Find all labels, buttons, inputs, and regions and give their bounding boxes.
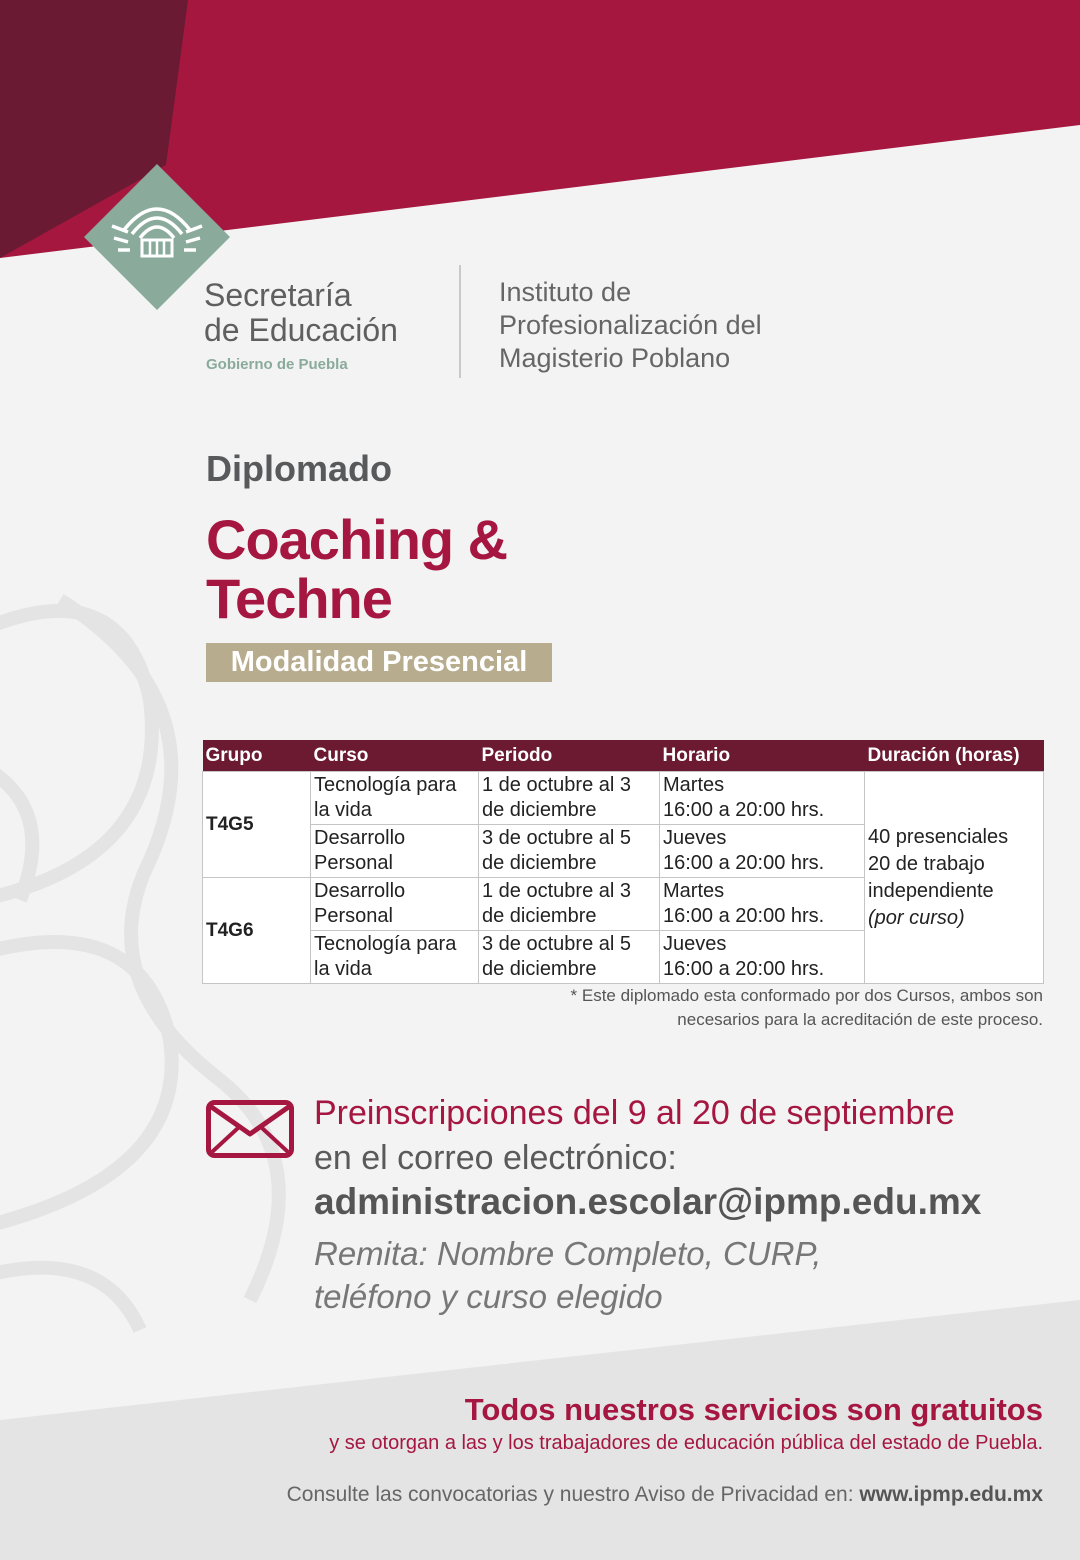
instructions-line1: Remita: Nombre Completo, CURP, (314, 1235, 822, 1272)
period-cell: 3 de octubre al 5 de diciembre (479, 931, 660, 984)
duration-line2: 20 de trabajo (868, 852, 985, 875)
duration-line4: (por curso) (868, 906, 965, 929)
period-cell: 3 de octubre al 5 de diciembre (479, 825, 660, 878)
website-link[interactable]: www.ipmp.edu.mx (859, 1483, 1043, 1506)
day-text: Jueves (663, 827, 727, 849)
secretaria-line1: Secretaría (204, 277, 352, 313)
table-row (203, 772, 1044, 825)
day-text: Jueves (663, 933, 727, 955)
secretaria-name (204, 278, 398, 348)
day-text: Martes (663, 880, 725, 902)
header-periodo: Periodo (479, 740, 660, 772)
institute-line2: Profesionalización del (499, 310, 762, 340)
free-services-heading: Todos nuestros servicios son gratuitos (464, 1392, 1043, 1427)
duration-cell (865, 772, 1044, 984)
registration-instructions (314, 1232, 954, 1318)
duration-line1: 40 presenciales (868, 825, 1009, 848)
header-curso: Curso (311, 740, 479, 772)
schedule-cell (660, 825, 865, 878)
registration-email-intro: en el correo electrónico: (314, 1139, 677, 1177)
group-cell: T4G5 (203, 772, 311, 878)
footnote-line2: necesarios para la acreditación de este proceso. (677, 1010, 1043, 1029)
schedule-table (202, 740, 1044, 984)
group-cell: T4G6 (203, 878, 311, 984)
header-grupo: Grupo (203, 740, 311, 772)
schedule-cell (660, 878, 865, 931)
course-cell: Tecnología para la vida (311, 931, 479, 984)
course-cell: Desarrollo Personal (311, 878, 479, 931)
footnote-line1: * Este diplomado esta conformado por dos Cursos, ambos son (570, 986, 1043, 1005)
registration-dates: Preinscripciones del 9 al 20 de septiembre (314, 1094, 955, 1132)
course-cell: Tecnología para la vida (311, 772, 479, 825)
audience-text: y se otorgan a las y los trabajadores de educación pública del estado de Puebla. (329, 1432, 1043, 1454)
header-horario: Horario (660, 740, 865, 772)
period-cell: 1 de octubre al 3 de diciembre (479, 878, 660, 931)
time-text: 16:00 a 20:00 hrs. (663, 958, 825, 980)
title-line2: Techne (206, 567, 392, 630)
secretaria-line2: de Educación (204, 312, 398, 348)
consult-text: Consulte las convocatorias y nuestro Aviso de Privacidad en: (286, 1483, 854, 1506)
header-divider (459, 265, 461, 378)
period-cell: 1 de octubre al 3 de diciembre (479, 772, 660, 825)
course-cell: Desarrollo Personal (311, 825, 479, 878)
institute-line3: Magisterio Poblano (499, 343, 731, 373)
modality-badge: Modalidad Presencial (206, 643, 552, 682)
diploma-kicker: Diplomado (206, 448, 392, 489)
time-text: 16:00 a 20:00 hrs. (663, 799, 825, 821)
institute-name (499, 276, 762, 375)
government-label: Gobierno de Puebla (206, 356, 348, 373)
institute-line1: Instituto de (499, 277, 632, 307)
instructions-line2: teléfono y curso elegido (314, 1278, 663, 1315)
title-line1: Coaching & (206, 508, 508, 571)
time-text: 16:00 a 20:00 hrs. (663, 905, 825, 927)
consult-line (287, 1483, 1043, 1507)
diploma-title (206, 510, 507, 628)
duration-line3: independiente (868, 879, 994, 902)
table-footnote (343, 984, 1043, 1032)
envelope-icon (206, 1100, 294, 1163)
registration-email-link[interactable]: administracion.escolar@ipmp.edu.mx (314, 1181, 982, 1222)
schedule-cell (660, 931, 865, 984)
time-text: 16:00 a 20:00 hrs. (663, 852, 825, 874)
table-header-row (203, 740, 1044, 772)
schedule-cell (660, 772, 865, 825)
day-text: Martes (663, 774, 725, 796)
header-duracion: Duración (horas) (865, 740, 1044, 772)
